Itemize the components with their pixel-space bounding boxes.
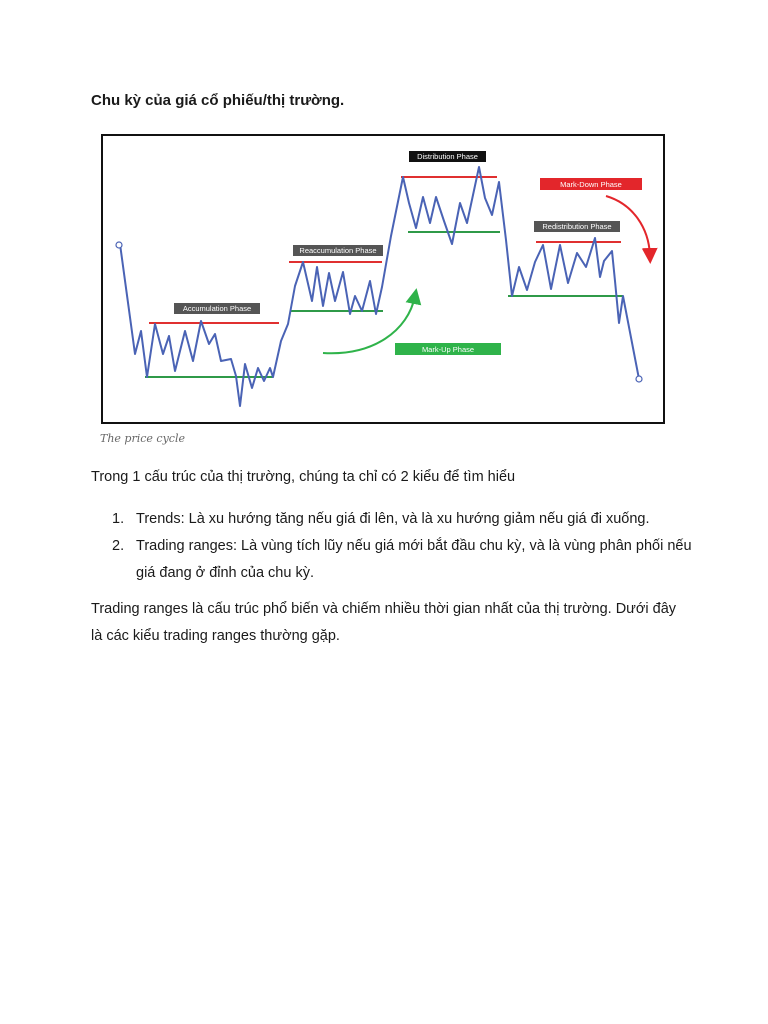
list-number: 1.	[112, 511, 125, 527]
svg-text:Reaccumulation Phase: Reaccumulation Phase	[299, 246, 377, 255]
markdown-label	[540, 178, 642, 190]
start-point-marker	[116, 242, 122, 248]
list-term: Trends:	[136, 511, 185, 527]
list-text: Là xu hướng tăng nếu giá đi lên, và là xu hướng giảm nếu giá đi xuống.	[184, 511, 650, 527]
reaccumulation-label	[293, 245, 383, 256]
svg-text:Mark-Up Phase: Mark-Up Phase	[421, 345, 475, 354]
price-cycle-figure	[101, 134, 665, 424]
distribution-label	[409, 151, 486, 162]
svg-text:Redistribution Phase: Redistribution Phase	[542, 222, 612, 231]
svg-text:Mark-Down Phase: Mark-Down Phase	[560, 180, 622, 189]
intro-text: Trong 1 cấu trúc của thị trường, chúng ta chỉ có 2 kiểu để tìm hiểu	[91, 469, 516, 485]
figure-caption: The price cycle	[100, 432, 185, 445]
svg-text:Accumulation Phase: Accumulation Phase	[182, 304, 252, 313]
page-heading: Chu kỳ của giá cổ phiếu/thị trường.	[91, 92, 345, 109]
structure-list	[108, 506, 708, 587]
list-text: Là vùng tích lũy nếu giá mới bắt đầu chu kỳ, và là vùng phân phối nếu giá đang ở đỉnh của chu kỳ.	[136, 538, 692, 581]
list-term: Trading ranges:	[136, 538, 238, 554]
markup-label	[395, 343, 501, 355]
price-cycle-diagram	[103, 136, 663, 422]
redistribution-label	[534, 221, 620, 232]
list-item	[108, 533, 708, 587]
list-item	[108, 506, 708, 533]
list-number: 2.	[112, 538, 125, 554]
end-point-marker	[636, 376, 642, 382]
svg-text:Distribution Phase: Distribution Phase	[417, 152, 478, 161]
price-line	[120, 167, 639, 406]
accumulation-label	[174, 303, 260, 314]
trading-ranges-paragraph: Trading ranges là cấu trúc phổ biến và chiếm nhiều thời gian nhất của thị trường. Dưới đây là các kiểu trading ranges thường gặp.	[91, 601, 677, 644]
